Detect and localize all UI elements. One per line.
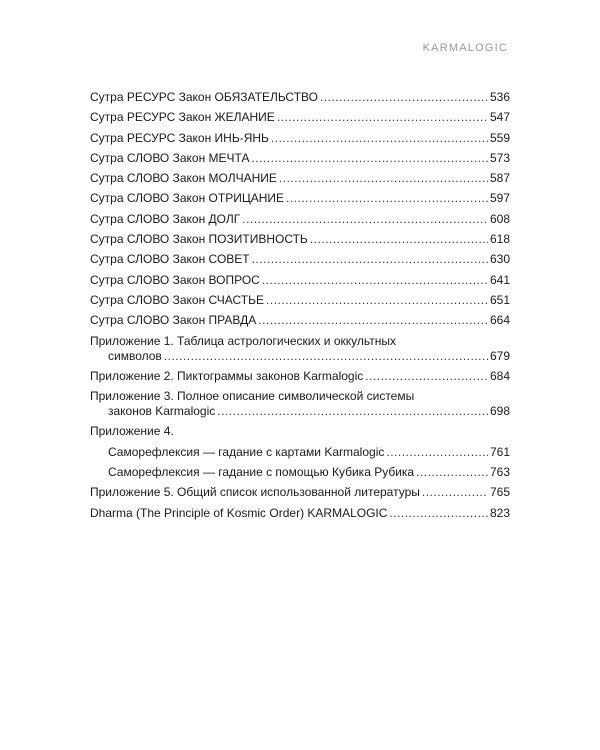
- leader-dots: [277, 110, 488, 125]
- toc-entry: [90, 424, 510, 439]
- toc-entry-title: Сутра СЛОВО Закон СОВЕТ: [90, 252, 250, 267]
- toc-entry: [90, 232, 510, 247]
- leader-dots: [217, 404, 488, 419]
- toc-entry: [90, 273, 510, 288]
- toc-entry: [90, 506, 510, 521]
- toc-entry-page: 536: [489, 90, 510, 104]
- toc-entry-page: 587: [489, 171, 510, 186]
- toc-entry-page: 763: [489, 465, 510, 480]
- leader-dots: [310, 232, 488, 247]
- toc-entry-page: 684: [489, 368, 510, 383]
- leader-dots: [386, 445, 488, 460]
- leader-dots: [251, 151, 488, 166]
- toc-entry-page: 641: [489, 272, 510, 287]
- toc-entry-title: Приложение 2. Пиктограммы законов Karmalogic: [90, 368, 364, 383]
- toc-entry-page: 823: [489, 505, 510, 520]
- toc-entry-title: Сутра СЛОВО Закон ПРАВДА: [90, 313, 257, 328]
- toc-entry-title: Саморефлексия — гадание с помощью Кубика Рубика: [108, 465, 415, 480]
- toc-entry: [90, 171, 510, 186]
- toc-entry: [90, 252, 510, 267]
- leader-dots: [416, 465, 488, 480]
- leader-dots: [262, 273, 488, 288]
- leader-dots: [286, 191, 488, 206]
- toc-entry-title: Сутра СЛОВО Закон СЧАСТЬЕ: [90, 292, 265, 307]
- leader-dots: [258, 313, 488, 328]
- toc-entry-page: 698: [489, 404, 510, 419]
- leader-dots: [389, 506, 488, 521]
- leader-dots: [422, 485, 488, 500]
- toc-entry-title-line1: Приложение 1. Таблица астрологических и оккультных: [90, 333, 396, 348]
- toc-entry-title-line2: законов Karmalogic: [108, 404, 216, 419]
- toc-entry: [90, 293, 510, 308]
- toc-entry-page: 573: [489, 150, 510, 165]
- leader-dots: [271, 131, 488, 146]
- toc-entry: [90, 465, 510, 480]
- toc-entry-title-line2: символов: [108, 348, 162, 363]
- toc-entry-page: 664: [489, 313, 510, 328]
- toc-entry-page: 761: [489, 444, 510, 459]
- toc-entry-title: Сутра РЕСУРС Закон ИНЬ-ЯНЬ: [90, 130, 269, 145]
- leader-dots: [242, 212, 488, 227]
- toc-entry-page: 608: [489, 211, 510, 226]
- toc-entry-title: Сутра СЛОВО Закон ПОЗИТИВНОСТЬ: [90, 232, 308, 247]
- toc-entry: [90, 131, 510, 146]
- toc-entry-page: 765: [489, 485, 510, 500]
- leader-dots: [320, 90, 488, 105]
- toc-entry-title-line1: Приложение 3. Полное описание символической системы: [90, 389, 415, 404]
- toc-entry-page: 679: [489, 348, 510, 363]
- leader-dots: [365, 369, 488, 384]
- toc-entry-title: Сутра СЛОВО Закон ДОЛГ: [90, 211, 241, 226]
- toc-entry-page: 559: [489, 130, 510, 145]
- toc-entry: [90, 445, 510, 460]
- toc-entry-title: Сутра СЛОВО Закон МЕЧТА: [90, 150, 250, 165]
- toc-entry-page: 651: [489, 292, 510, 307]
- toc-entry: [90, 485, 510, 500]
- toc-entry-page: 597: [489, 191, 510, 206]
- leader-dots: [266, 293, 488, 308]
- toc-entry-page: 630: [489, 252, 510, 267]
- toc-entry: [90, 151, 510, 166]
- toc-entry-title: Саморефлексия — гадание с картами Karmalogic: [108, 444, 385, 459]
- leader-dots: [164, 349, 488, 364]
- toc-entry: [90, 334, 510, 364]
- toc-entry: [90, 369, 510, 384]
- toc-entry-title: Приложение 4.: [90, 424, 174, 439]
- leader-dots: [252, 252, 488, 267]
- toc-entry: [90, 90, 510, 105]
- leader-dots: [279, 171, 488, 186]
- toc-entry-title: Сутра РЕСУРС Закон ОБЯЗАТЕЛЬСТВО: [90, 90, 318, 104]
- toc-entry: [90, 110, 510, 125]
- toc-entry: [90, 389, 510, 419]
- toc-entry-title: Сутра СЛОВО Закон ОТРИЦАНИЕ: [90, 191, 285, 206]
- toc-entry-page: 618: [489, 232, 510, 247]
- table-of-contents: [90, 90, 510, 526]
- toc-entry-title: Сутра СЛОВО Закон ВОПРОС: [90, 272, 260, 287]
- toc-entry: [90, 191, 510, 206]
- toc-entry-title: Сутра РЕСУРС Закон ЖЕЛАНИЕ: [90, 110, 275, 125]
- toc-entry-title: Сутра СЛОВО Закон МОЛЧАНИЕ: [90, 171, 277, 186]
- toc-entry-title: Dharma (The Principle of Kosmic Order) KARMALOGIC: [90, 505, 388, 520]
- toc-entry-page: 547: [489, 110, 510, 125]
- toc-entry: [90, 313, 510, 328]
- running-header: KARMALOGIC: [422, 42, 508, 54]
- toc-entry-title: Приложение 5. Общий список использованной литературы: [90, 485, 420, 500]
- toc-entry: [90, 212, 510, 227]
